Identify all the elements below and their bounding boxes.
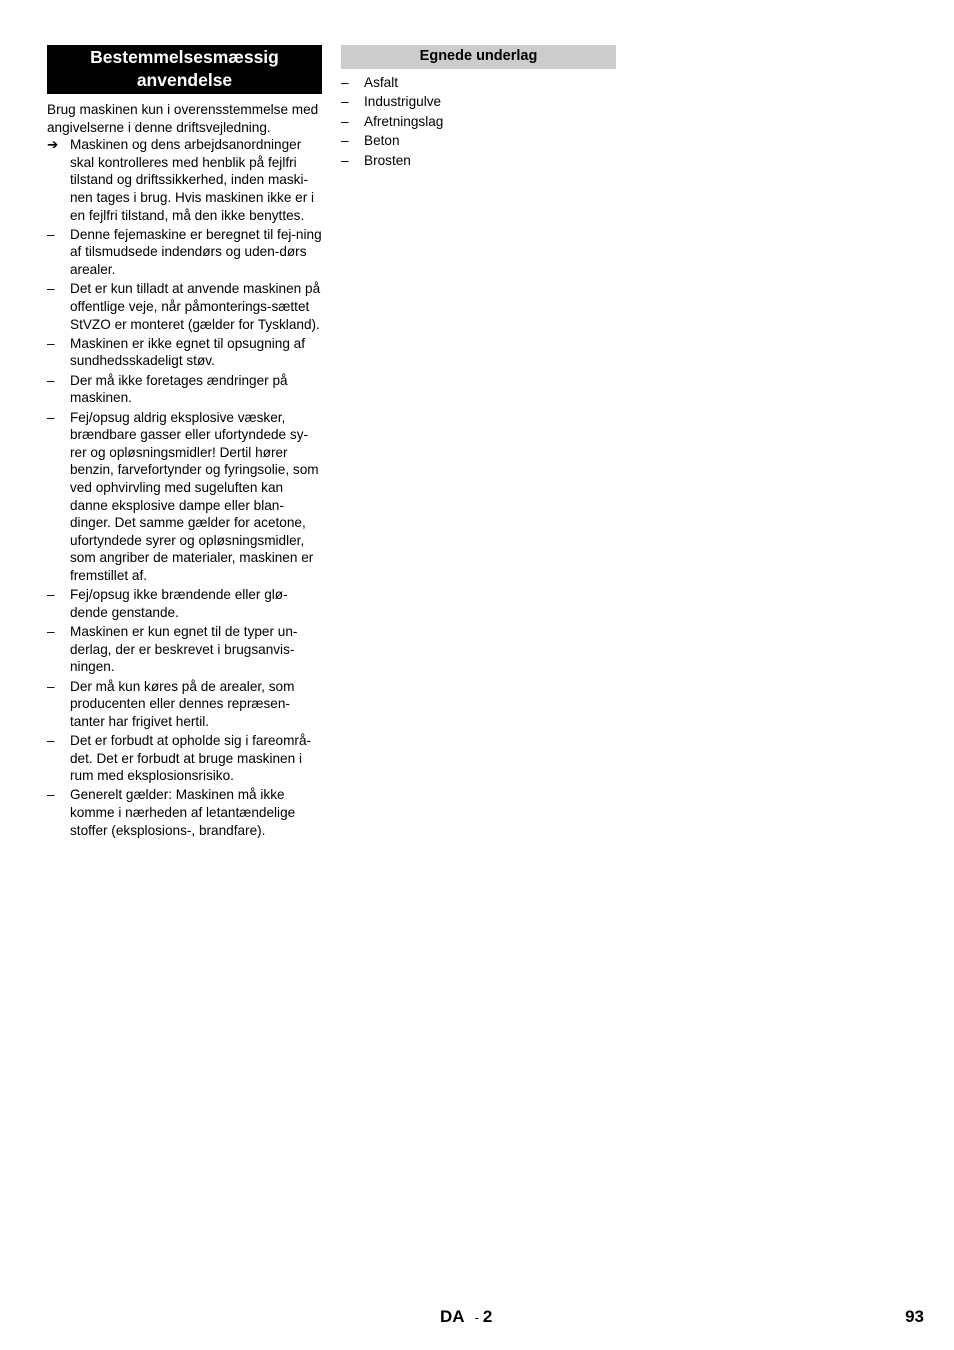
list-item-text: Beton bbox=[364, 133, 400, 149]
arrow-right-icon: ➔ bbox=[47, 137, 59, 153]
left-column bbox=[47, 45, 322, 841]
list-item bbox=[341, 113, 616, 131]
footer-section-page: 2 bbox=[482, 1307, 493, 1326]
intended-use-list bbox=[47, 136, 322, 839]
list-item bbox=[47, 786, 322, 839]
dash-bullet: – bbox=[47, 226, 55, 242]
list-item-arrow bbox=[47, 136, 322, 224]
list-item-text: Der må ikke foretages ændringer på maskinen. bbox=[70, 372, 288, 406]
list-item-text: Generelt gælder: Maskinen må ikke komme i nærheden af letantændelige stoffer (eksplosions-, brandfare). bbox=[70, 787, 296, 838]
footer-separator: - bbox=[474, 1310, 479, 1325]
dash-bullet: – bbox=[47, 587, 55, 603]
list-item-text: Fej/opsug aldrig eksplosive væsker, brændbare gasser eller ufortyndede sy-rer og opløsningsmidler! Dertil hører benzin, farvefortynder og fyringsolie, som ved ophvirvling med sugeluften kan danne eksplosive dampe eller blan-dinger. Det samme gælder for acetone, ufortyndede syrer og opløsningsmidler, som angriber de materialer, maskinen er fremstillet af. bbox=[70, 409, 319, 583]
list-item bbox=[47, 335, 322, 370]
list-item bbox=[341, 74, 616, 92]
list-item bbox=[341, 132, 616, 150]
list-item-text: Maskinen er ikke egnet til opsugning af sundhedsskadeligt støv. bbox=[70, 335, 306, 369]
list-item bbox=[47, 732, 322, 785]
list-item-text: Det er kun tilladt at anvende maskinen på offentlige veje, når påmonterings-sættet StVZO er monteret (gælder for Tyskland). bbox=[70, 281, 321, 332]
list-item bbox=[47, 623, 322, 676]
dash-bullet: – bbox=[341, 75, 349, 90]
section-heading-intended-use: Bestemmelsesmæssig anvendelse bbox=[47, 45, 322, 94]
dash-bullet: – bbox=[47, 281, 55, 297]
middle-column bbox=[341, 45, 616, 171]
dash-bullet: – bbox=[47, 409, 55, 425]
list-item-text: Maskinen er kun egnet til de typer un-derlag, der er beskrevet i brugsanvis-ningen. bbox=[70, 624, 298, 675]
list-item bbox=[341, 152, 616, 170]
list-item-text: Afretningslag bbox=[364, 113, 444, 129]
intro-paragraph: Brug maskinen kun i overensstemmelse med angivelserne i denne driftsvejledning. bbox=[47, 102, 319, 135]
list-item bbox=[47, 409, 322, 585]
list-item bbox=[47, 372, 322, 407]
footer-language: DA bbox=[440, 1307, 465, 1326]
list-item-text: Asfalt bbox=[364, 75, 398, 90]
list-item bbox=[47, 586, 322, 621]
list-item-text: Fej/opsug ikke brændende eller glø-dende genstande. bbox=[70, 587, 288, 620]
page-number: 93 bbox=[905, 1307, 924, 1326]
list-item-text: Denne fejemaskine er beregnet til fej-ning af tilsmudsede indendørs og uden-dørs arealer. bbox=[70, 226, 322, 278]
list-item-text: Maskinen og dens arbejdsanordninger skal kontrolleres med henblik på fejlfri tilstand og driftssikkerhed, inden maski-nen tages i brug. Hvis maskinen ikke er i en fejlfri tilstand, må den ikke benyttes. bbox=[70, 137, 315, 223]
suitable-surfaces-list bbox=[341, 74, 616, 170]
dash-bullet: – bbox=[341, 113, 349, 129]
section-heading-suitable-surfaces: Egnede underlag bbox=[341, 45, 616, 69]
list-item-text: Det er forbudt at opholde sig i fareområ-det. Det er forbudt at bruge maskinen i rum med eksplosionsrisiko. bbox=[70, 732, 312, 784]
footer-section-label bbox=[440, 1307, 492, 1328]
list-item bbox=[47, 226, 322, 279]
list-item-text: Industrigulve bbox=[364, 94, 442, 110]
list-item-text: Der må kun køres på de arealer, som producenten eller dennes repræsen-tanter har frigivet hertil. bbox=[70, 678, 295, 729]
dash-bullet: – bbox=[341, 152, 349, 168]
list-item bbox=[341, 93, 616, 111]
dash-bullet: – bbox=[47, 372, 55, 388]
dash-bullet: – bbox=[47, 335, 55, 351]
dash-bullet: – bbox=[47, 678, 55, 694]
dash-bullet: – bbox=[47, 787, 55, 803]
list-item bbox=[47, 678, 322, 731]
list-item bbox=[47, 280, 322, 333]
list-item-text: Brosten bbox=[364, 152, 411, 168]
dash-bullet: – bbox=[47, 624, 55, 640]
dash-bullet: – bbox=[341, 133, 349, 149]
dash-bullet: – bbox=[47, 732, 55, 748]
dash-bullet: – bbox=[341, 94, 349, 110]
